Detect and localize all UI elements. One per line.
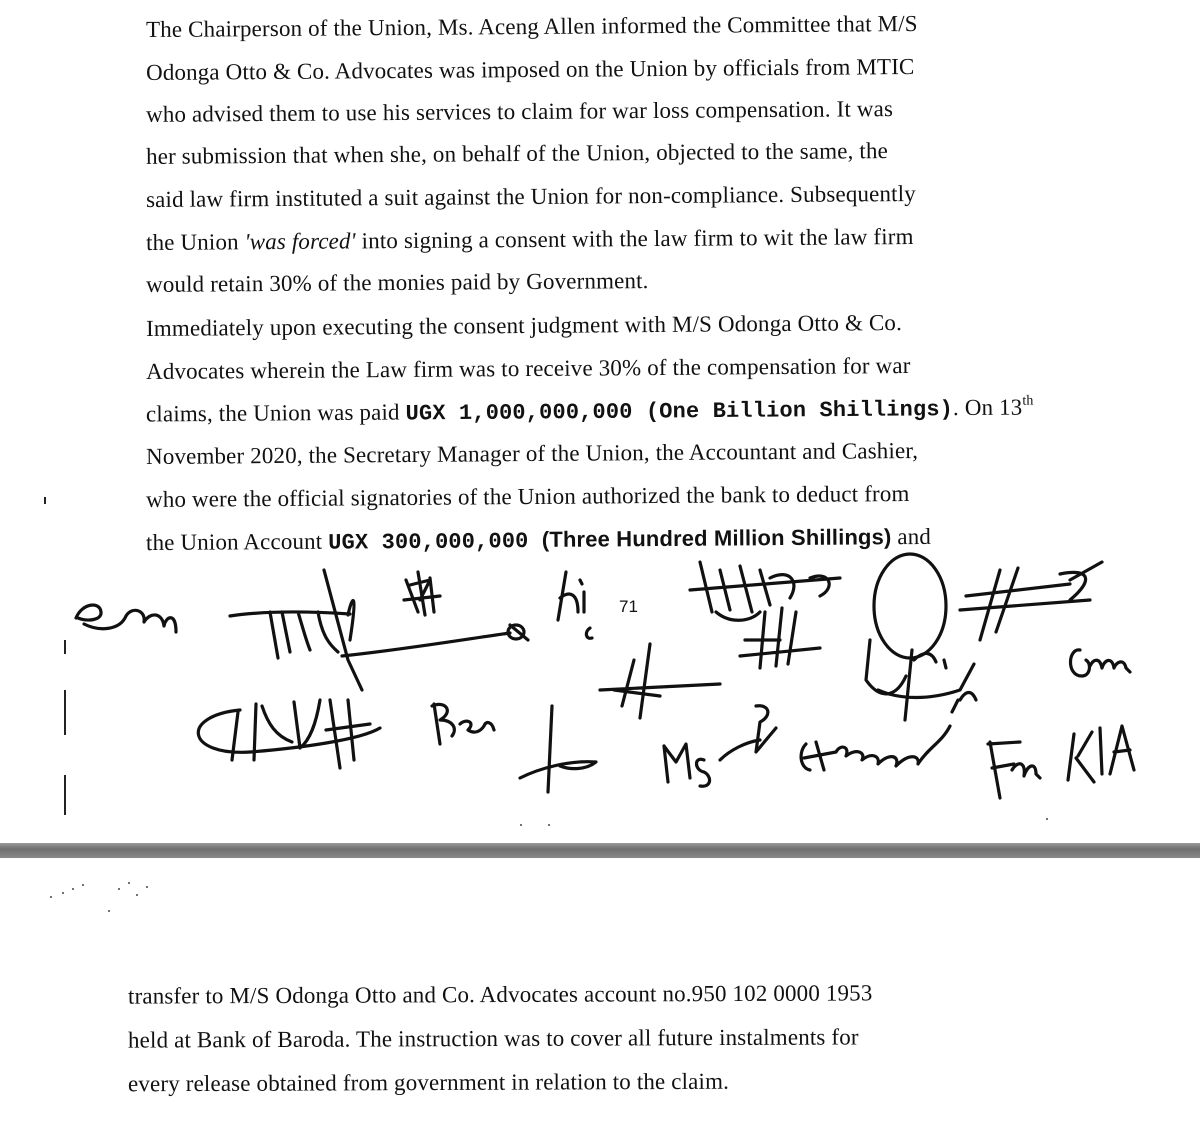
amount-bold: UGX 300,000,000 (328, 528, 542, 556)
line-text: . On 13 (952, 394, 1023, 421)
document-page-bottom (0, 858, 1200, 1136)
speck (62, 892, 64, 894)
paragraph-1-line: Odonga Otto & Co. Advocates was imposed on the Union by officials from MTIC (145, 53, 915, 86)
line-text: the Union (145, 229, 245, 256)
continuation-line: transfer to M/S Odonga Otto and Co. Advocates account no.950 102 0000 1953 (127, 980, 873, 1009)
signatures-block (0, 540, 1200, 840)
signature (801, 693, 976, 771)
speck (118, 888, 120, 890)
signature (664, 706, 776, 786)
paragraph-2-line: Immediately upon executing the consent judgment with M/S Odonga Otto & Co. (145, 310, 903, 341)
signature (866, 554, 974, 720)
paragraph-1-line: would retain 30% of the monies paid by Government. (145, 268, 649, 297)
continuation-line: every release obtained from government in relation to the claim. (127, 1068, 730, 1097)
signature (600, 562, 840, 718)
paragraph-1-line: The Chairperson of the Union, Ms. Aceng Allen informed the Committee that M/S (145, 10, 918, 43)
speck (146, 886, 148, 888)
amount-bold: UGX 1,000,000,000 (One Billion Shillings) (405, 397, 954, 427)
speck (72, 888, 74, 890)
speck (108, 910, 110, 912)
signature (76, 605, 176, 632)
paragraph-1-line (146, 223, 914, 257)
signature (960, 562, 1102, 640)
line-text: into signing a consent with the law firm to wit the law firm (355, 223, 914, 254)
signature (1071, 650, 1131, 676)
speck (520, 824, 522, 826)
margin-mark (44, 497, 46, 504)
paragraph-2-line (146, 394, 1034, 431)
italic-phrase: 'was forced' (244, 228, 356, 255)
signature (230, 570, 362, 690)
ordinal-suffix: th (1022, 393, 1034, 409)
signature (432, 704, 494, 744)
amount-words-bold: (Three Hundred Million Shillings) (541, 524, 892, 552)
paragraph-1-line: her submission that when she, on behalf of the Union, objected to the same, the (145, 138, 889, 169)
speck (1046, 818, 1048, 820)
paragraph-1-line: who advised them to use his services to claim for war loss compensation. It was (145, 96, 894, 127)
signature (988, 726, 1134, 798)
speck (128, 882, 130, 884)
page-number: 71 (619, 597, 638, 616)
line-text: the Union Account (145, 528, 329, 556)
signature (342, 572, 528, 656)
paragraph-2-line: Advocates wherein the Law firm was to receive 30% of the compensation for war (145, 352, 911, 385)
paragraph-1-line: said law firm instituted a suit against the Union for non-compliance. Subsequently (145, 180, 916, 213)
page-separator (0, 843, 1200, 858)
line-text: claims, the Union was paid (145, 399, 406, 427)
signature (198, 700, 380, 768)
speck (50, 896, 52, 898)
signature (520, 706, 596, 792)
paragraph-2-line: who were the official signatories of the Union authorized the bank to deduct from (145, 481, 910, 512)
continuation-line: held at Bank of Baroda. The instruction was to cover all future instalments for (127, 1024, 859, 1053)
signature (558, 572, 592, 638)
line-text: and (891, 523, 932, 550)
speck (548, 824, 550, 826)
speck (82, 884, 84, 886)
paragraph-2-line: November 2020, the Secretary Manager of the Union, the Accountant and Cashier, (145, 437, 919, 470)
speck (136, 894, 138, 896)
